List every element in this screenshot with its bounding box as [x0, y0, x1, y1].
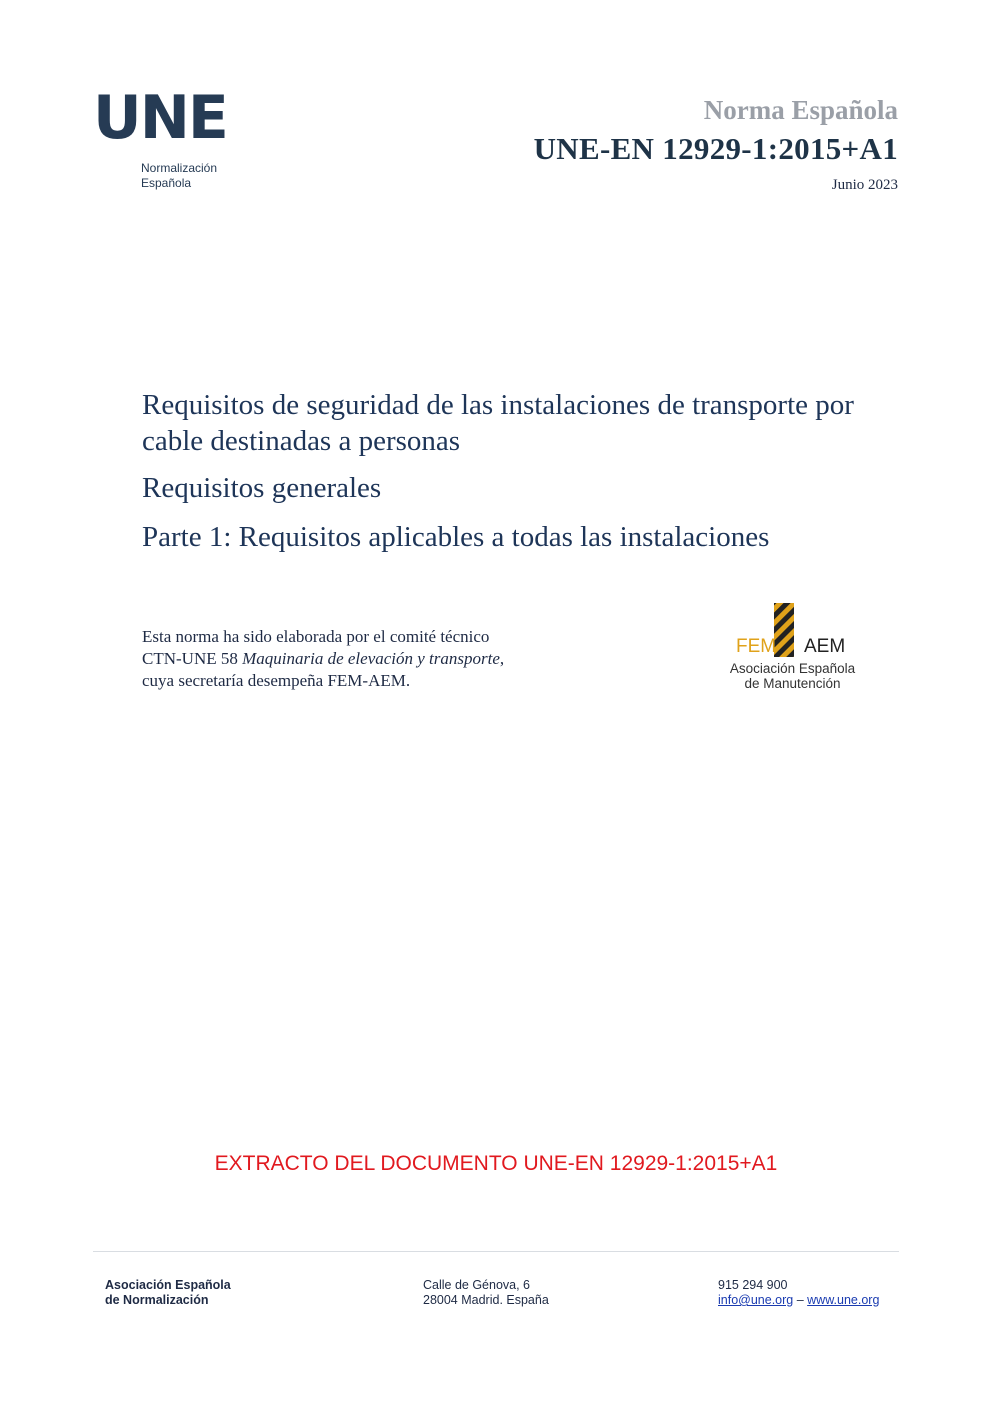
footer-address-line1: Calle de Génova, 6 [423, 1278, 531, 1292]
document-subtitle: Requisitos generales [142, 472, 382, 504]
committee-name: Maquinaria de elevación y transporte [242, 649, 500, 668]
une-logo-subtitle [141, 161, 217, 191]
une-logo-mark: UNE [93, 83, 227, 153]
committee-id: CTN-UNE 58 [142, 649, 243, 668]
footer-link-separator: – [793, 1293, 808, 1307]
committee-comma: , [499, 649, 505, 668]
footer-address-line2: 28004 Madrid. España [423, 1293, 549, 1307]
committee-statement [142, 626, 612, 692]
footer-divider [93, 1251, 899, 1252]
fem-aem-subtitle-line2: de Manutención [744, 676, 841, 691]
footer-phone: 915 294 900 [718, 1278, 788, 1292]
footer-organization [105, 1278, 231, 1308]
norma-label: Norma Española [703, 95, 898, 125]
aem-word: AEM [804, 636, 846, 657]
committee-line-1: Esta norma ha sido elaborada por el comité técnico [142, 627, 490, 646]
une-logo-subtitle-line1: Normalización [141, 161, 218, 175]
fem-aem-subtitle-line1: Asociación Española [729, 661, 856, 676]
fem-word: FEM [736, 636, 777, 657]
footer-links [718, 1293, 879, 1308]
footer-address [423, 1278, 549, 1308]
footer-contact [718, 1278, 879, 1308]
footer-org-line2: de Normalización [105, 1293, 209, 1307]
norma-date: Junio 2023 [831, 177, 898, 193]
fem-aem-logo [720, 603, 865, 698]
fem-aem-subtitle [720, 661, 865, 691]
footer-email-link[interactable]: info@une.org [718, 1293, 794, 1307]
document-title: Requisitos de seguridad de las instalaciones de transporte por cable destinadas a personas [142, 389, 854, 457]
footer-web-link[interactable]: www.une.org [807, 1293, 880, 1307]
footer-org-line1: Asociación Española [105, 1278, 231, 1292]
committee-line-3: cuya secretaría desempeña FEM-AEM. [142, 671, 411, 690]
norma-code: UNE-EN 12929-1:2015+A1 [533, 131, 898, 166]
committee-line-2 [142, 648, 612, 670]
document-part: Parte 1: Requisitos aplicables a todas las instalaciones [142, 521, 770, 553]
une-logo [93, 83, 243, 198]
extract-notice: EXTRACTO DEL DOCUMENTO UNE-EN 12929-1:2015+A1 [214, 1152, 778, 1175]
une-logo-subtitle-line2: Española [141, 176, 192, 190]
